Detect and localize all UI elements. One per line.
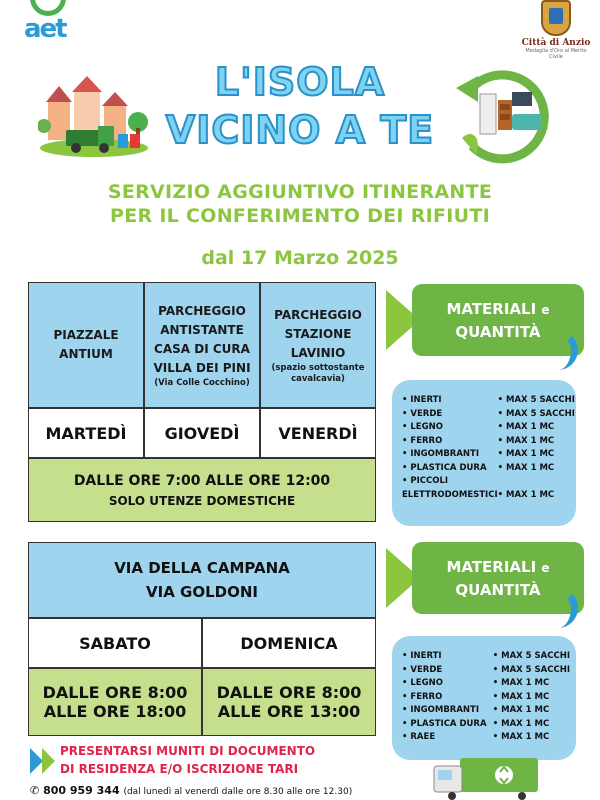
materials-quantities — [493, 650, 570, 750]
phone-number: 800 959 344 — [43, 784, 120, 797]
material-item: • VERDE — [402, 664, 443, 675]
city-subtitle: Medaglia d'Oro al Merito Civile — [525, 48, 587, 60]
warning-line-1: PRESENTARSI MUNITI DI DOCUMENTO — [60, 744, 316, 758]
material-quantity: • MAX 5 SACCHI — [492, 651, 570, 661]
location-3-line: LAVINIO — [290, 345, 346, 360]
weekend-location-line-1: VIA DELLA CAMPANA — [114, 559, 290, 577]
phone-line — [30, 784, 352, 797]
hours-line: DALLE ORE 8:00 — [42, 683, 188, 702]
title-line-2: VICINO A TE — [165, 108, 435, 152]
material-item: • RAEE — [402, 732, 436, 742]
materials-header-second: QUANTITÀ — [455, 322, 541, 341]
material-item: • LEGNO — [402, 422, 443, 432]
material-item: ELETTRODOMESTICI — [402, 489, 498, 500]
garbage-truck-icon — [430, 752, 560, 800]
location-3-line: STAZIONE — [284, 326, 352, 341]
materials-list — [392, 380, 576, 526]
recycle-furniture-illustration-icon — [452, 68, 560, 166]
material-quantity: • MAX 1 MC — [497, 435, 555, 446]
materials-quantities — [498, 394, 575, 516]
title-line-1: L'ISOLA — [214, 60, 386, 104]
material-quantity — [498, 475, 575, 489]
hours-cell — [28, 458, 376, 522]
material-item: • PLASTICA DURA — [402, 462, 487, 473]
materials-header-conj: e — [541, 302, 550, 317]
material-quantity: • MAX 1 MC — [492, 705, 550, 715]
main-title — [140, 58, 460, 154]
hours-text: DALLE ORE 7:00 ALLE ORE 12:00 — [73, 473, 331, 489]
town-truck-illustration-icon — [38, 72, 150, 158]
location-cell-2 — [144, 282, 260, 408]
schedule-table-weekend — [28, 542, 376, 736]
materials-header-main: MATERIALI — [446, 299, 537, 318]
material-item: • INERTI — [402, 395, 442, 405]
day-cell: VENERDÌ — [260, 408, 376, 458]
double-arrow-icon — [30, 748, 58, 774]
material-quantity: • MAX 5 SACCHI — [497, 408, 575, 419]
city-crest-icon — [541, 0, 571, 36]
day-cell: MARTEDÌ — [28, 408, 144, 458]
day-cell: DOMENICA — [202, 618, 376, 668]
location-cell-3 — [260, 282, 376, 408]
hours-line: ALLE ORE 18:00 — [43, 702, 187, 721]
material-item: • VERDE — [402, 408, 443, 419]
location-3-line: PARCHEGGIO — [274, 307, 362, 322]
day-cell: SABATO — [28, 618, 202, 668]
hours-line: ALLE ORE 13:00 — [217, 702, 361, 721]
material-item: • LEGNO — [402, 678, 443, 688]
material-quantity: • MAX 1 MC — [492, 691, 550, 702]
city-name: Città di Anzio — [521, 38, 591, 48]
hours-line: DALLE ORE 8:00 — [216, 683, 362, 702]
material-quantity: • MAX 1 MC — [492, 718, 550, 729]
location-2-line: ANTISTANTE — [160, 322, 244, 337]
users-note: SOLO UTENZE DOMESTICHE — [108, 494, 296, 508]
materials-header-conj: e — [541, 560, 550, 575]
material-item: • PLASTICA DURA — [402, 718, 487, 729]
location-1-line: ANTIUM — [59, 347, 113, 361]
materials-header-second: QUANTITÀ — [455, 580, 541, 599]
location-2-line: VILLA DEI PINI — [153, 360, 251, 375]
material-quantity: • MAX 1 MC — [497, 462, 555, 473]
material-quantity: • MAX 1 MC — [497, 489, 555, 500]
day-cell: GIOVEDÌ — [144, 408, 260, 458]
weekend-location-line-2: VIA GOLDONI — [146, 583, 258, 601]
materials-items — [402, 650, 493, 750]
aet-logo — [22, 0, 74, 46]
material-quantity: • MAX 1 MC — [492, 678, 550, 688]
phone-hours: (dal lunedì al venerdì dalle ore 8.30 alle ore 12.30) — [123, 787, 353, 797]
city-logo — [520, 0, 592, 60]
material-quantity: • MAX 1 MC — [497, 422, 555, 432]
location-2-line: CASA DI CURA — [154, 341, 250, 356]
document-warning — [60, 742, 315, 778]
material-quantity: • MAX 1 MC — [492, 732, 550, 742]
weekend-hours-cell — [202, 668, 376, 736]
location-cell-1 — [28, 282, 144, 408]
location-3-note: (spazio sottostante cavalcavia) — [271, 362, 365, 384]
material-item: • FERRO — [402, 435, 443, 446]
material-item: • FERRO — [402, 691, 443, 702]
location-2-note: (Via Colle Cocchino) — [154, 377, 250, 388]
warning-line-2: DI RESIDENZA E/O ISCRIZIONE TARI — [60, 762, 299, 776]
schedule-table-weekdays — [28, 282, 376, 522]
weekend-location-cell — [28, 542, 376, 618]
weekend-hours-cell — [28, 668, 202, 736]
material-item: • INGOMBRANTI — [402, 449, 480, 459]
aet-logo-text: aet — [24, 14, 66, 44]
subtitle-line-1: SERVIZIO AGGIUNTIVO ITINERANTE — [107, 181, 493, 203]
material-item: • PICCOLI — [402, 476, 449, 486]
material-quantity: • MAX 1 MC — [497, 449, 555, 459]
materials-list — [392, 636, 576, 760]
subtitle-line-2: PER IL CONFERIMENTO DEI RIFIUTI — [109, 205, 491, 227]
material-quantity: • MAX 5 SACCHI — [497, 395, 575, 405]
subtitle — [0, 180, 600, 228]
material-item: • INGOMBRANTI — [402, 705, 480, 715]
material-quantity: • MAX 5 SACCHI — [492, 664, 570, 675]
materials-header-main: MATERIALI — [446, 557, 537, 576]
start-date: dal 17 Marzo 2025 — [201, 247, 399, 269]
phone-icon: ✆ — [30, 784, 40, 797]
location-2-line: PARCHEGGIO — [158, 303, 246, 318]
location-1-line: PIAZZALE — [53, 328, 119, 342]
material-item: • INERTI — [402, 651, 442, 661]
materials-items — [402, 394, 498, 516]
